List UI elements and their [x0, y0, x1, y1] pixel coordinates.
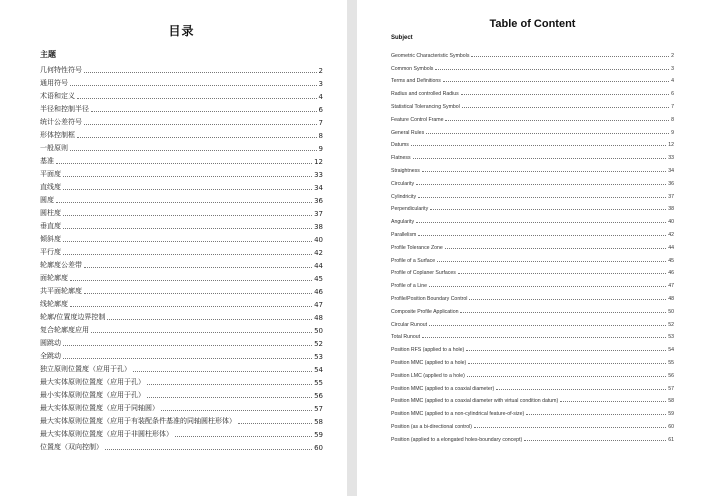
toc-entry[interactable]	[391, 123, 674, 136]
toc-entry[interactable]	[391, 276, 674, 289]
toc-entry-label: 通用符号	[40, 79, 68, 87]
toc-entry-page-number: 48	[314, 314, 323, 322]
toc-entry-page-number: 2	[318, 67, 323, 75]
page-gutter	[347, 0, 357, 496]
toc-entry-page-number: 3	[671, 65, 674, 72]
toc-entry[interactable]	[391, 238, 674, 251]
toc-entry[interactable]	[40, 205, 323, 218]
toc-entry-label: Statistical Tolerancing Symbol	[391, 103, 460, 110]
toc-entry-page-number: 40	[668, 219, 674, 226]
toc-entry-label: Geometric Characteristic Symbols	[391, 52, 470, 59]
toc-entry-label: 全跳动	[40, 352, 61, 360]
toc-dot-leader	[77, 98, 317, 99]
toc-dot-leader	[161, 410, 312, 411]
toc-dot-leader	[91, 332, 312, 333]
toc-entry[interactable]	[40, 413, 323, 426]
toc-dot-leader	[77, 137, 317, 138]
toc-entry[interactable]	[391, 379, 674, 392]
toc-entry[interactable]	[391, 264, 674, 277]
toc-entry[interactable]	[391, 353, 674, 366]
toc-dot-leader	[413, 158, 667, 159]
toc-entry[interactable]	[391, 161, 674, 174]
toc-entry-page-number: 44	[668, 244, 674, 251]
toc-entry-label: 轮廓/位置度边界控制	[40, 313, 106, 321]
toc-entry[interactable]	[40, 439, 323, 452]
toc-entry-label: Composite Profile Application	[391, 308, 459, 315]
toc-entry-label: Radius and controlled Radius	[391, 91, 459, 98]
toc-entry-label: 形体控制框	[40, 131, 75, 139]
toc-entry-page-number: 2	[671, 52, 674, 59]
toc-dot-leader	[429, 325, 666, 326]
toc-entry[interactable]	[40, 153, 323, 166]
toc-entry[interactable]	[40, 374, 323, 387]
toc-dot-leader	[466, 350, 666, 351]
toc-entry-page-number: 61	[668, 436, 674, 443]
toc-dot-leader	[175, 436, 312, 437]
toc-entry[interactable]	[391, 302, 674, 315]
toc-entry[interactable]	[391, 148, 674, 161]
toc-entry-page-number: 59	[668, 411, 674, 418]
toc-entry-page-number: 57	[314, 405, 323, 413]
toc-entry[interactable]	[391, 84, 674, 97]
toc-dot-leader	[435, 69, 669, 70]
toc-entry[interactable]	[40, 309, 323, 322]
left-page-title: 目录	[168, 24, 195, 38]
toc-entry-page-number: 50	[668, 308, 674, 315]
toc-entry-page-number: 37	[668, 193, 674, 200]
toc-entry-label: 面轮廓度	[40, 274, 68, 282]
toc-entry-page-number: 12	[668, 142, 674, 149]
toc-entry-label: Cylindricity	[391, 193, 417, 200]
right-toc-list	[391, 46, 674, 443]
toc-dot-leader	[429, 286, 666, 287]
toc-entry-label: Position (as a bi-directional control)	[391, 423, 473, 430]
toc-dot-leader	[63, 358, 312, 359]
toc-entry-label: 半径和控制半径	[40, 105, 89, 113]
toc-entry-page-number: 54	[668, 347, 674, 354]
toc-entry[interactable]	[40, 179, 323, 192]
toc-entry-page-number: 3	[318, 80, 323, 88]
toc-entry-label: 一般原则	[40, 144, 68, 152]
toc-entry-page-number: 4	[671, 78, 674, 85]
toc-entry[interactable]	[391, 59, 674, 72]
toc-entry[interactable]	[391, 251, 674, 264]
toc-entry-label: Datums	[391, 142, 409, 149]
toc-dot-leader	[84, 72, 317, 73]
toc-dot-leader	[460, 312, 666, 313]
toc-entry-page-number: 6	[671, 91, 674, 98]
toc-dot-leader	[560, 401, 666, 402]
toc-dot-leader	[445, 120, 669, 121]
toc-dot-leader	[63, 215, 312, 216]
toc-entry[interactable]	[391, 225, 674, 238]
toc-dot-leader	[107, 319, 312, 320]
toc-entry-page-number: 52	[314, 340, 323, 348]
toc-dot-leader	[461, 94, 669, 95]
toc-entry-page-number: 47	[668, 283, 674, 290]
toc-dot-leader	[471, 56, 669, 57]
toc-entry-page-number: 42	[314, 249, 323, 257]
toc-entry-label: 圆度	[40, 196, 54, 204]
toc-entry[interactable]	[40, 127, 323, 140]
toc-entry[interactable]	[391, 46, 674, 59]
toc-dot-leader	[133, 371, 312, 372]
toc-entry-label: Position MMC (applied to a non-cylindrical feature-of-size)	[391, 411, 525, 418]
toc-dot-leader	[84, 267, 312, 268]
toc-entry-label: 统计公差符号	[40, 118, 82, 126]
toc-entry-label: Profile of a Surface	[391, 257, 436, 264]
toc-entry-page-number: 37	[314, 210, 323, 218]
toc-entry[interactable]	[391, 328, 674, 341]
toc-entry[interactable]	[391, 72, 674, 85]
toc-dot-leader	[418, 235, 666, 236]
toc-dot-leader	[105, 449, 312, 450]
toc-entry[interactable]	[391, 430, 674, 443]
toc-entry-label: Angularity	[391, 219, 415, 226]
toc-entry-page-number: 8	[318, 132, 323, 140]
toc-entry[interactable]	[391, 187, 674, 200]
toc-entry-label: Position MMC (applied to a coaxial diameter with virtual condition datum)	[391, 398, 559, 405]
toc-dot-leader	[416, 184, 666, 185]
toc-entry-label: Straightness	[391, 167, 420, 174]
toc-entry[interactable]	[391, 212, 674, 225]
toc-entry-label: 共平面轮廓度	[40, 287, 82, 295]
toc-dot-leader	[418, 197, 666, 198]
toc-entry[interactable]	[391, 404, 674, 417]
toc-dot-leader	[462, 107, 669, 108]
toc-entry-label: Position (applied to a elongated holes-boundary concept)	[391, 436, 523, 443]
toc-entry-page-number: 38	[314, 223, 323, 231]
toc-entry-page-number: 7	[318, 119, 323, 127]
toc-entry-page-number: 46	[314, 288, 323, 296]
toc-entry-label: 线轮廓度	[40, 300, 68, 308]
toc-entry-label: Position MMC (applied to a hole)	[391, 359, 467, 366]
left-page	[0, 0, 347, 496]
toc-entry[interactable]	[40, 322, 323, 335]
toc-dot-leader	[238, 423, 312, 424]
toc-dot-leader	[63, 189, 312, 190]
toc-entry-label: 最大实体原则位置度（应用于有装配条件基准的同轴圆柱形体）	[40, 417, 236, 425]
toc-dot-leader	[474, 427, 666, 428]
toc-entry-page-number: 56	[668, 372, 674, 379]
toc-entry[interactable]	[391, 289, 674, 302]
toc-entry-label: 最大实体原则位置度（应用于非圆柱形体）	[40, 430, 173, 438]
toc-entry-page-number: 42	[668, 231, 674, 238]
toc-entry-label: Terms and Definitions	[391, 78, 441, 85]
toc-entry-page-number: 55	[314, 379, 323, 387]
toc-entry-label: 平面度	[40, 170, 61, 178]
toc-entry-label: 几何特性符号	[40, 66, 82, 74]
toc-entry-page-number: 60	[668, 423, 674, 430]
toc-dot-leader	[443, 81, 669, 82]
toc-entry-label: Perpendicularity	[391, 206, 429, 213]
left-toc-list	[40, 62, 323, 452]
toc-entry[interactable]	[391, 110, 674, 123]
toc-entry-page-number: 52	[668, 321, 674, 328]
toc-entry-label: Position MMC (applied to a coaxial diameter)	[391, 385, 495, 392]
toc-entry[interactable]	[391, 340, 674, 353]
toc-dot-leader	[416, 222, 666, 223]
toc-entry-page-number: 58	[314, 418, 323, 426]
toc-entry[interactable]	[40, 62, 323, 75]
toc-entry-page-number: 8	[671, 116, 674, 123]
toc-dot-leader	[469, 299, 666, 300]
toc-dot-leader	[63, 345, 312, 346]
toc-entry[interactable]	[40, 348, 323, 361]
toc-dot-leader	[63, 176, 312, 177]
toc-entry-page-number: 36	[668, 180, 674, 187]
toc-entry-label: Common Symbols	[391, 65, 434, 72]
toc-entry[interactable]	[40, 270, 323, 283]
toc-dot-leader	[70, 280, 312, 281]
toc-entry-label: Flatness	[391, 155, 411, 162]
toc-dot-leader	[430, 209, 666, 210]
toc-entry-page-number: 47	[314, 301, 323, 309]
toc-entry-label: Profile/Position Boundary Control	[391, 295, 468, 302]
toc-entry-label: Profile of Coplaner Surfaces	[391, 270, 456, 277]
toc-dot-leader	[445, 248, 666, 249]
toc-entry[interactable]	[391, 315, 674, 328]
toc-entry-label: 最大实体原则位置度（应用于孔）	[40, 378, 145, 386]
toc-entry-label: General Rules	[391, 129, 425, 136]
toc-entry[interactable]	[40, 88, 323, 101]
toc-entry-label: Feature Control Frame	[391, 116, 444, 123]
toc-entry-label: Profile of a Line	[391, 283, 428, 290]
toc-entry-page-number: 50	[314, 327, 323, 335]
toc-entry[interactable]	[40, 231, 323, 244]
toc-dot-leader	[63, 228, 312, 229]
toc-dot-leader	[56, 202, 312, 203]
toc-entry-page-number: 48	[668, 295, 674, 302]
toc-entry-page-number: 9	[318, 145, 323, 153]
toc-dot-leader	[422, 171, 666, 172]
toc-entry-page-number: 55	[668, 359, 674, 366]
toc-entry[interactable]	[40, 283, 323, 296]
toc-entry-page-number: 44	[314, 262, 323, 270]
toc-entry[interactable]	[40, 101, 323, 114]
toc-entry[interactable]	[391, 174, 674, 187]
toc-entry-page-number: 53	[314, 353, 323, 361]
toc-entry-page-number: 36	[314, 197, 323, 205]
toc-entry-label: 倾斜度	[40, 235, 61, 243]
toc-entry-label: Total Runout	[391, 334, 421, 341]
toc-entry[interactable]	[391, 97, 674, 110]
toc-entry[interactable]	[40, 335, 323, 348]
toc-dot-leader	[56, 163, 312, 164]
toc-dot-leader	[468, 363, 666, 364]
toc-entry-page-number: 9	[671, 129, 674, 136]
toc-entry-page-number: 57	[668, 385, 674, 392]
toc-entry[interactable]	[40, 75, 323, 88]
toc-entry-label: Position RFS (applied to a hole)	[391, 347, 465, 354]
toc-dot-leader	[422, 337, 666, 338]
toc-entry-label: 平行度	[40, 248, 61, 256]
toc-entry-page-number: 56	[314, 392, 323, 400]
toc-entry[interactable]	[40, 140, 323, 153]
toc-dot-leader	[63, 254, 312, 255]
toc-entry[interactable]	[40, 166, 323, 179]
toc-entry-label: 轮廓度公差带	[40, 261, 82, 269]
toc-entry-label: 独立原则位置度（应用于孔）	[40, 365, 131, 373]
toc-entry[interactable]	[40, 400, 323, 413]
toc-entry[interactable]	[391, 417, 674, 430]
toc-dot-leader	[70, 85, 317, 86]
toc-dot-leader	[524, 440, 666, 441]
toc-entry-page-number: 58	[668, 398, 674, 405]
toc-dot-leader	[70, 306, 312, 307]
toc-entry-label: 最大实体原则位置度（应用于同轴圆）	[40, 404, 159, 412]
right-page-subject-heading: Subject	[391, 35, 413, 41]
toc-entry-label: 直线度	[40, 183, 61, 191]
toc-dot-leader	[84, 293, 312, 294]
toc-entry-label: 术语和定义	[40, 92, 75, 100]
right-page-title: Table of Content	[489, 18, 576, 30]
toc-entry-label: 基准	[40, 157, 54, 165]
toc-entry-label: Parallelism	[391, 231, 417, 238]
toc-entry[interactable]	[40, 244, 323, 257]
toc-entry-page-number: 45	[668, 257, 674, 264]
left-page-subject-heading: 主题	[40, 50, 56, 59]
toc-entry-page-number: 33	[314, 171, 323, 179]
toc-entry-label: 圆跳动	[40, 339, 61, 347]
toc-entry-page-number: 34	[314, 184, 323, 192]
toc-entry-label: Profile Tolerance Zone	[391, 244, 443, 251]
right-page	[357, 0, 702, 496]
toc-entry[interactable]	[40, 296, 323, 309]
toc-dot-leader	[437, 261, 666, 262]
toc-entry-page-number: 46	[668, 270, 674, 277]
toc-entry-label: 位置度（双向控制）	[40, 443, 103, 451]
toc-entry-page-number: 33	[668, 155, 674, 162]
toc-entry-label: Circularity	[391, 180, 415, 187]
toc-entry[interactable]	[40, 426, 323, 439]
toc-entry-page-number: 45	[314, 275, 323, 283]
toc-entry-page-number: 38	[668, 206, 674, 213]
toc-entry[interactable]	[40, 192, 323, 205]
toc-dot-leader	[526, 414, 666, 415]
toc-entry-label: 圆柱度	[40, 209, 61, 217]
toc-entry[interactable]	[40, 218, 323, 231]
toc-entry-label: 复合轮廓度应用	[40, 326, 89, 334]
toc-dot-leader	[91, 111, 317, 112]
toc-dot-leader	[411, 145, 666, 146]
toc-entry[interactable]	[40, 257, 323, 270]
toc-entry-label: Circular Runout	[391, 321, 428, 328]
toc-dot-leader	[147, 397, 312, 398]
toc-entry-page-number: 6	[318, 106, 323, 114]
toc-entry[interactable]	[40, 361, 323, 374]
toc-entry[interactable]	[391, 200, 674, 213]
toc-entry-label: 垂直度	[40, 222, 61, 230]
toc-entry[interactable]	[40, 114, 323, 127]
toc-entry-page-number: 60	[314, 444, 323, 452]
toc-dot-leader	[496, 389, 666, 390]
toc-entry-page-number: 4	[318, 93, 323, 101]
toc-entry-page-number: 54	[314, 366, 323, 374]
toc-dot-leader	[458, 273, 666, 274]
toc-entry-page-number: 53	[668, 334, 674, 341]
toc-dot-leader	[84, 124, 317, 125]
toc-entry-page-number: 59	[314, 431, 323, 439]
toc-dot-leader	[147, 384, 312, 385]
toc-dot-leader	[467, 376, 666, 377]
toc-entry-page-number: 12	[314, 158, 323, 166]
toc-entry[interactable]	[40, 387, 323, 400]
toc-dot-leader	[426, 133, 669, 134]
toc-entry[interactable]	[391, 136, 674, 149]
toc-entry-page-number: 40	[314, 236, 323, 244]
toc-entry-page-number: 7	[671, 103, 674, 110]
toc-entry[interactable]	[391, 392, 674, 405]
toc-entry-label: Position LMC (applied to a hole)	[391, 372, 465, 379]
toc-dot-leader	[63, 241, 312, 242]
toc-entry[interactable]	[391, 366, 674, 379]
toc-entry-page-number: 34	[668, 167, 674, 174]
toc-dot-leader	[70, 150, 317, 151]
toc-entry-label: 最小实体原则位置度（应用于孔）	[40, 391, 145, 399]
